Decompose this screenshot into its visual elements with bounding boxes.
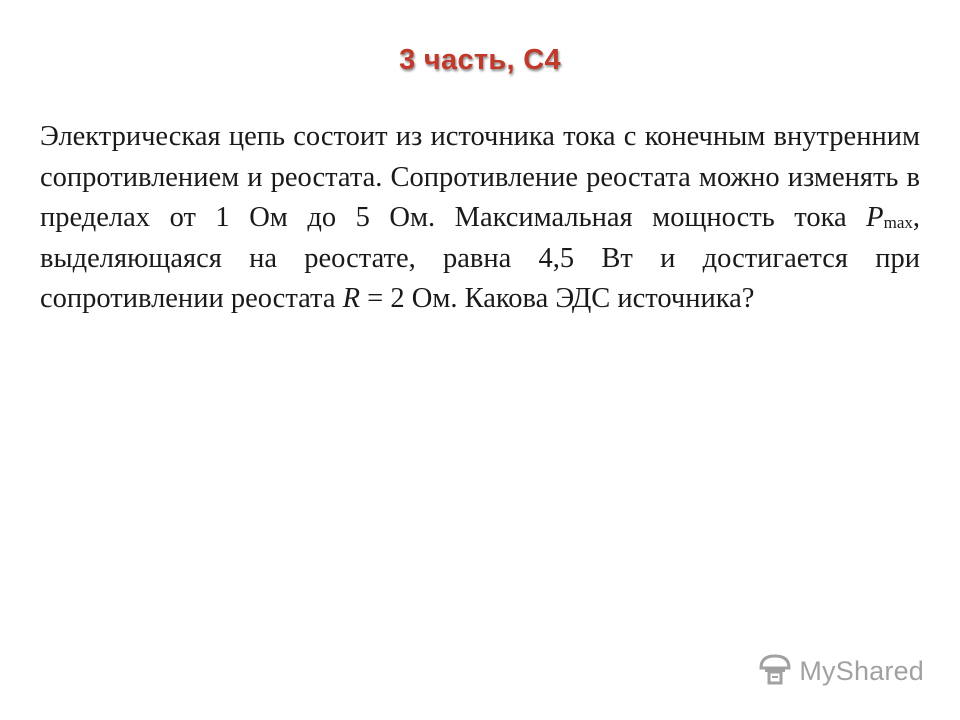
power-subscript: max [883,213,913,232]
problem-text-part1: Электрическая цепь состоит из источника тока с конечным внутренним сопротивлением и реостата. Сопротивление реостата можно изменять в пределах от 1 Ом до 5 Ом. Максимальная мощность тока [40,121,920,233]
problem-text [40,117,920,320]
mushroom-logo-icon [757,651,793,692]
watermark-text: MyShared [799,656,924,686]
power-symbol: P [866,202,884,233]
slide-title: 3 часть, С4 [399,44,561,76]
problem-text-part2: , выделяющаяся на реостате, равна 4,5 Вт и достигается при сопротивлении реостата [40,202,920,314]
resistance-symbol: R [342,283,361,314]
watermark [757,651,924,692]
problem-text-part3: = 2 Ом. Какова ЭДС источника? [360,283,755,314]
